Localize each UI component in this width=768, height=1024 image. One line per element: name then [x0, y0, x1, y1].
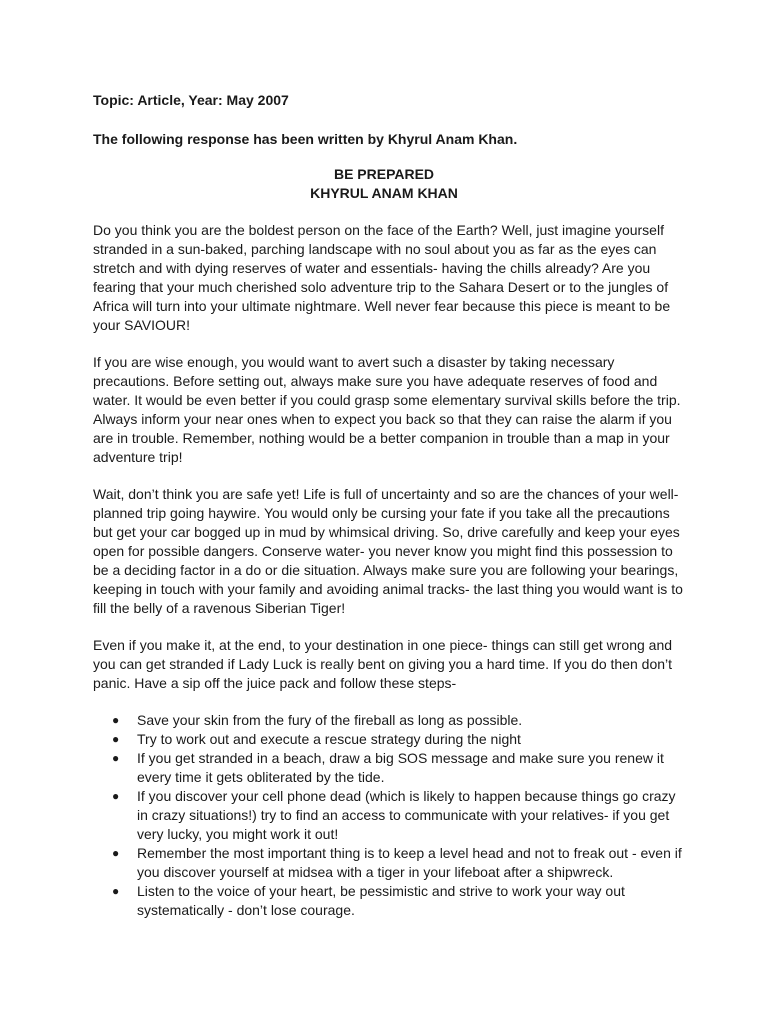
- steps-list: [93, 711, 683, 920]
- bullet-icon: ●: [112, 884, 120, 898]
- bullet-icon: ●: [112, 846, 120, 860]
- article-body: [93, 221, 683, 920]
- list-item: [93, 882, 683, 920]
- list-item: [93, 844, 683, 882]
- paragraph: If you are wise enough, you would want to avert such a disaster by taking necessary precautions. Before setting out, always make sure you have adequate reserves of food and water. It would be even better if you could grasp some elementary survival skills before the trip. Always inform your near ones when to expect you back so that they can raise the alarm if you are in trouble. Remember, nothing would be a better companion in trouble than a map in your adventure trip!: [93, 354, 681, 465]
- list-item: [93, 787, 683, 844]
- topic-line: Topic: Article, Year: May 2007: [93, 92, 289, 108]
- title-block: [0, 165, 768, 203]
- paragraph: Even if you make it, at the end, to your destination in one piece- things can still get wrong and you can get stranded if Lady Luck is really bent on giving you a hard time. If you do then don’t panic. Have a sip off the juice pack and follow these steps-: [93, 637, 673, 691]
- list-item: [93, 749, 683, 787]
- list-item-text: Try to work out and execute a rescue strategy during the night: [137, 731, 521, 747]
- list-item: [93, 711, 683, 730]
- bullet-icon: ●: [112, 789, 120, 803]
- list-item-text: Remember the most important thing is to keep a level head and not to freak out - even if you discover yourself at midsea with a tiger in your lifeboat after a shipwreck.: [137, 845, 682, 880]
- bullet-icon: ●: [112, 732, 120, 746]
- paragraph: Do you think you are the boldest person on the face of the Earth? Well, just imagine yourself stranded in a sun-baked, parching landscape with no soul about you as far as the eyes can stretch and with dying reserves of water and essentials- having the chills already? Are you fearing that your much cherished solo adventure trip to the Sahara Desert or to the jungles of Africa will turn into your ultimate nightmare. Well never fear because this piece is meant to be your SAVIOUR!: [93, 222, 671, 333]
- byline: The following response has been written by Khyrul Anam Khan.: [93, 131, 518, 147]
- list-item-text: If you get stranded in a beach, draw a big SOS message and make sure you renew it every time it gets obliterated by the tide.: [137, 750, 664, 785]
- list-item: [93, 730, 683, 749]
- paragraph: Wait, don’t think you are safe yet! Life is full of uncertainty and so are the chances of your well-planned trip going haywire. You would only be cursing your fate if you take all the precautions but get your car bogged up in mud by whimsical driving. So, drive carefully and keep your eyes open for possible dangers. Conserve water- you never know you might find this possession to be a deciding factor in a do or die situation. Always make sure you are following your bearings, keeping in touch with your family and avoiding animal tracks- the last thing you would want is to fill the belly of a ravenous Siberian Tiger!: [93, 486, 683, 616]
- list-item-text: If you discover your cell phone dead (which is likely to happen because things go crazy in crazy situations!) try to find an access to communicate with your relatives- if you get very lucky, you might work it out!: [137, 788, 676, 842]
- bullet-icon: ●: [112, 751, 120, 765]
- article-author: KHYRUL ANAM KHAN: [310, 185, 458, 201]
- article-title: BE PREPARED: [333, 166, 435, 182]
- list-item-text: Listen to the voice of your heart, be pessimistic and strive to work your way out systematically - don’t lose courage.: [137, 883, 625, 918]
- list-item-text: Save your skin from the fury of the fireball as long as possible.: [137, 712, 523, 728]
- bullet-icon: ●: [112, 713, 120, 727]
